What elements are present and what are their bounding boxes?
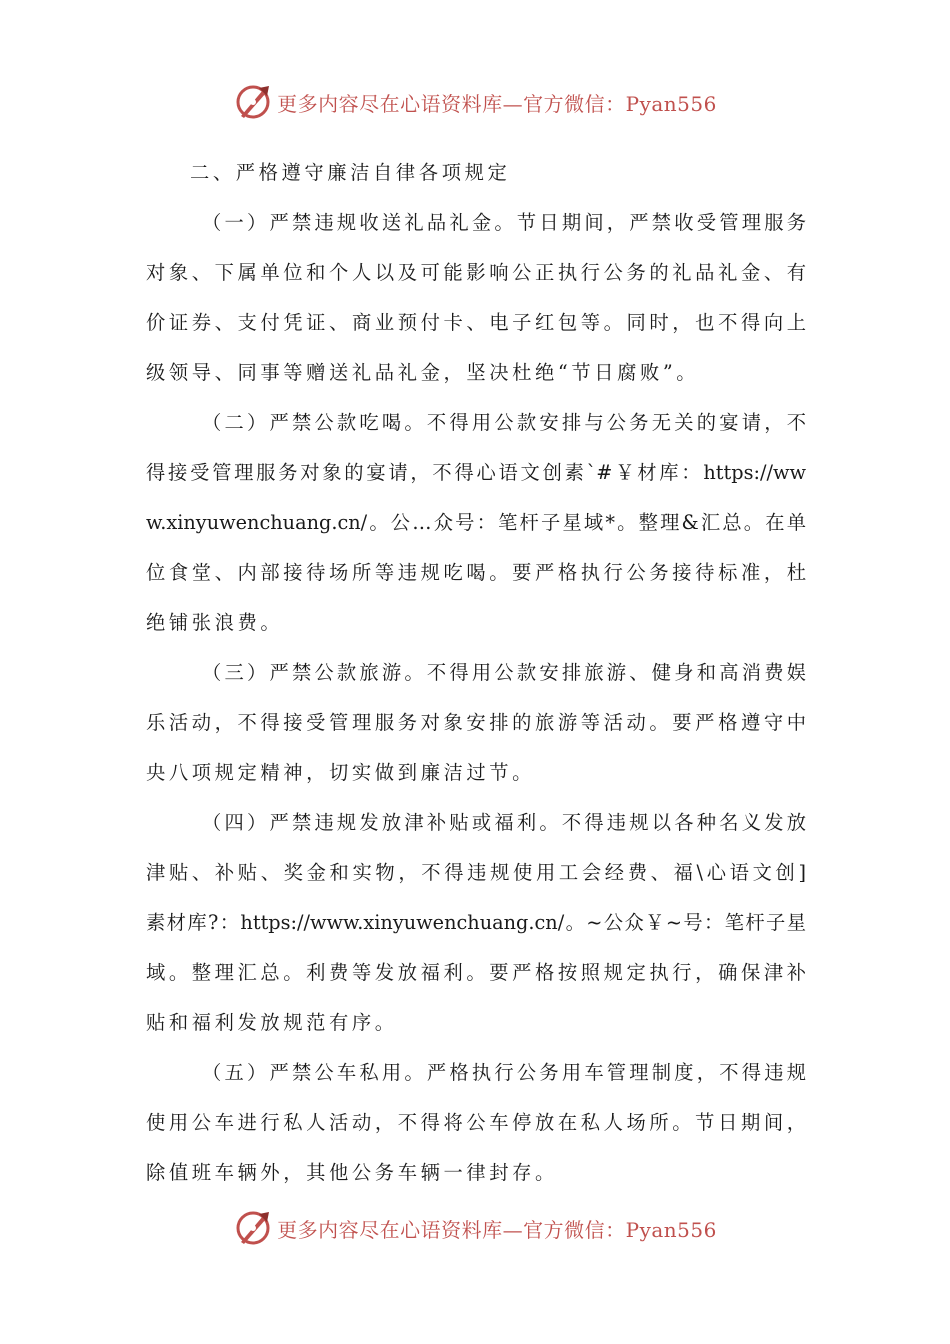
footer-banner-text: 更多内容尽在心语资料库—官方微信：Pyan556 [277, 1217, 717, 1242]
document-body [146, 148, 806, 1198]
header-banner [0, 80, 950, 124]
paragraph-5-line: 使用公车进行私人活动，不得将公车停放在私人场所。节日期间， [146, 1111, 806, 1134]
paragraph-5-line: 除值班车辆外，其他公务车辆一律封存。 [146, 1161, 558, 1184]
paragraph-5-line: （五）严禁公车私用。严格执行公务用车管理制度，不得违规 [202, 1061, 806, 1084]
paragraph-3-line: （三）严禁公款旅游。不得用公款安排旅游、健身和高消费娱 [202, 661, 806, 684]
paragraph-2-line: 得接受管理服务对象的宴请，不得心语文创素`#￥材库：https://ww [146, 461, 806, 484]
footer-banner [0, 1206, 950, 1250]
section-title: 二、严格遵守廉洁自律各项规定 [190, 161, 511, 184]
quill-logo-icon [233, 1208, 273, 1248]
paragraph-1-line: 价证券、支付凭证、商业预付卡、电子红包等。同时，也不得向上 [146, 311, 806, 334]
paragraph-4-line: 域。整理汇总。利费等发放福利。要严格按照规定执行，确保津补 [146, 961, 806, 984]
paragraph-1-line: （一）严禁违规收送礼品礼金。节日期间，严禁收受管理服务 [202, 211, 806, 234]
paragraph-4-line: 素材库?：https://www.xinyuwenchuang.cn/。~公众￥~号：笔杆子星 [146, 911, 806, 934]
paragraph-2-line: 位食堂、内部接待场所等违规吃喝。要严格执行公务接待标准，杜 [146, 561, 806, 584]
paragraph-1-line: 对象、下属单位和个人以及可能影响公正执行公务的礼品礼金、有 [146, 261, 806, 284]
paragraph-3-line: 乐活动，不得接受管理服务对象安排的旅游等活动。要严格遵守中 [146, 711, 806, 734]
header-banner-text: 更多内容尽在心语资料库—官方微信：Pyan556 [277, 91, 717, 116]
paragraph-4-line: 贴和福利发放规范有序。 [146, 1011, 398, 1034]
paragraph-1-line: 级领导、同事等赠送礼品礼金，坚决杜绝“节日腐败”。 [146, 361, 700, 384]
paragraph-4-line: （四）严禁违规发放津补贴或福利。不得违规以各种名义发放 [202, 811, 806, 834]
paragraph-2-line: 绝铺张浪费。 [146, 611, 284, 634]
quill-logo-icon [233, 82, 273, 122]
paragraph-2-line: w.xinyuwenchuang.cn/。公…众号：笔杆子星域*。整理&汇总。在单 [146, 511, 806, 534]
paragraph-3-line: 央八项规定精神，切实做到廉洁过节。 [146, 761, 535, 784]
paragraph-4-line: 津贴、补贴、奖金和实物，不得违规使用工会经费、福\心语文创] [146, 861, 806, 884]
paragraph-2-line: （二）严禁公款吃喝。不得用公款安排与公务无关的宴请，不 [202, 411, 806, 434]
